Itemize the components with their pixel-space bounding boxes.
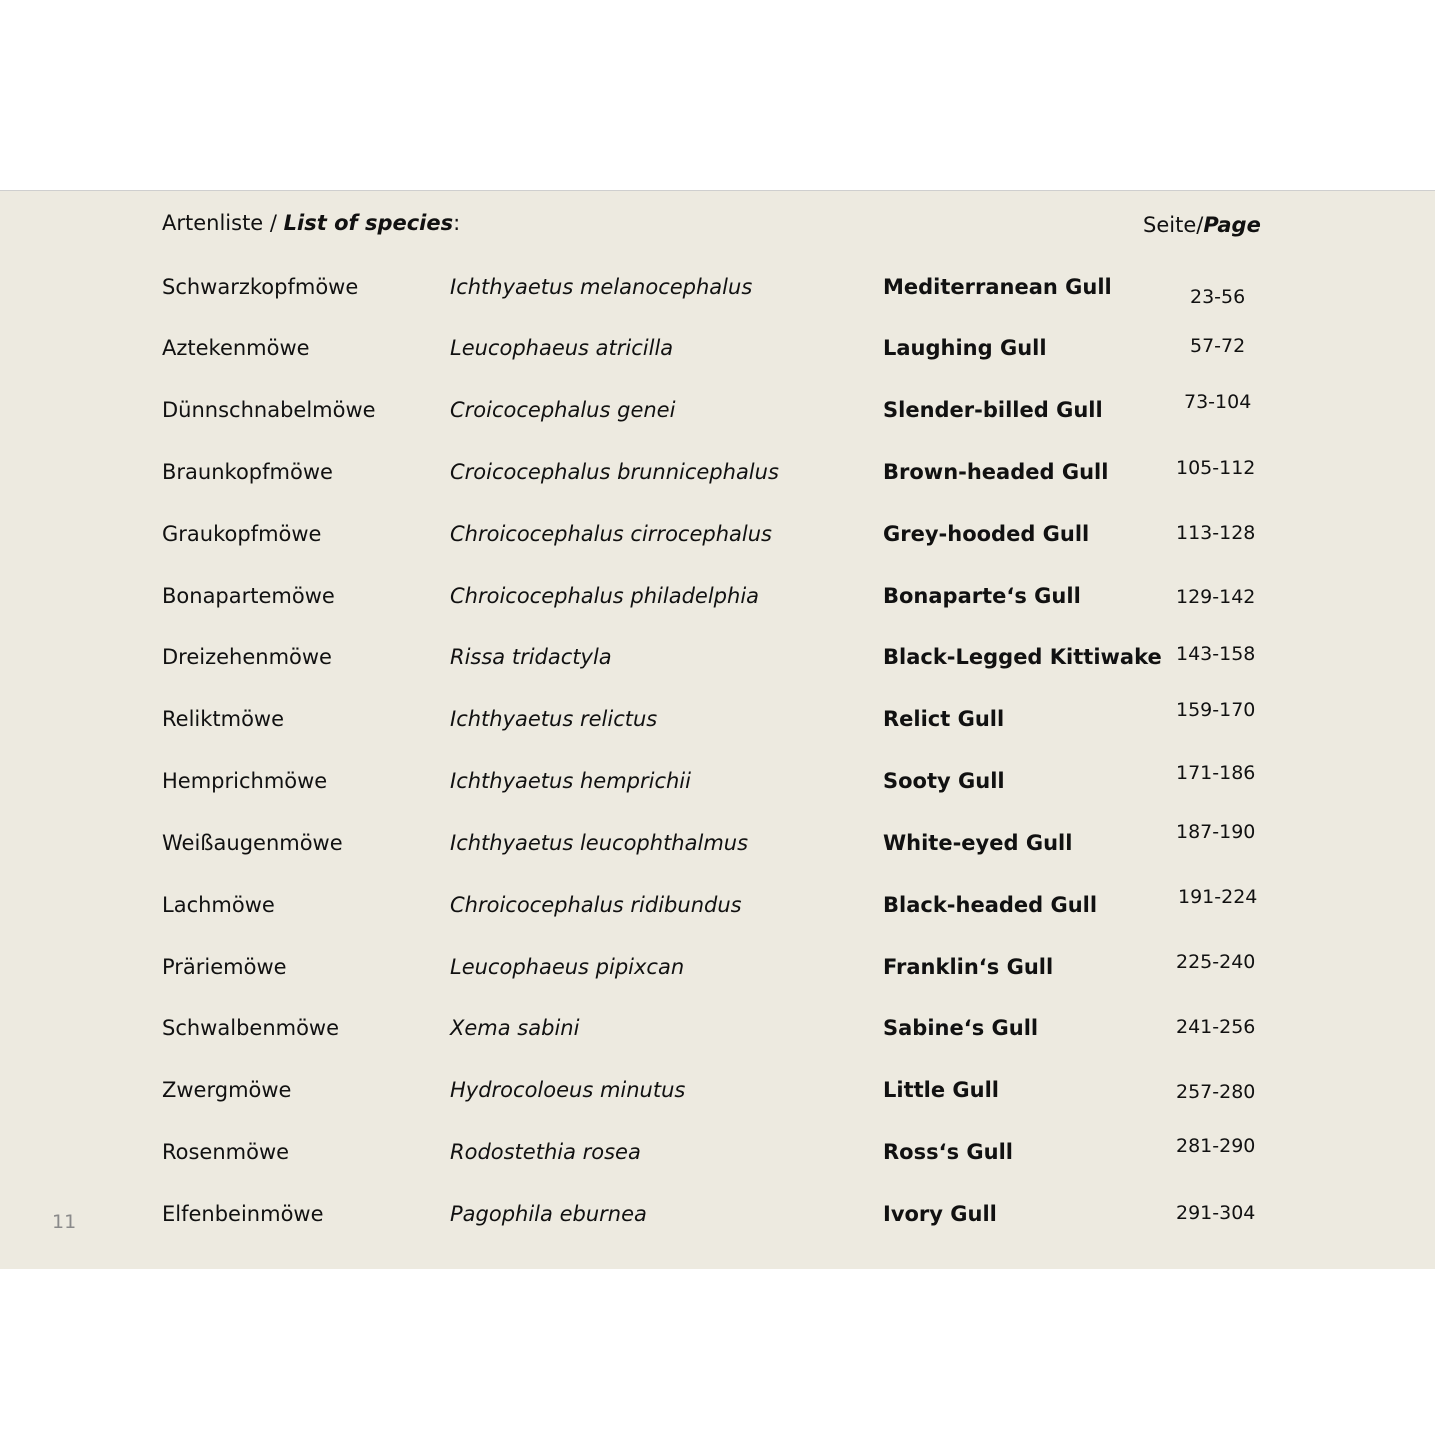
german-name: Reliktmöwe <box>162 707 285 731</box>
species-row <box>0 645 1435 685</box>
page-range: 143-158 <box>1176 643 1256 665</box>
german-name: Dünnschnabelmöwe <box>162 398 376 422</box>
species-row <box>0 886 1435 933</box>
heading-german: Artenliste / <box>162 211 284 235</box>
list-heading <box>162 211 460 235</box>
german-name: Schwarzkopfmöwe <box>162 275 359 299</box>
scientific-name: Hydrocoloeus minutus <box>450 1078 686 1102</box>
page-header-german: Seite/ <box>1143 213 1204 237</box>
german-name: Präriemöwe <box>162 955 287 979</box>
species-row <box>0 1202 1435 1242</box>
species-row <box>0 336 1435 376</box>
english-name: Grey-hooded Gull <box>883 522 1090 546</box>
scientific-name: Leucophaeus pipixcan <box>450 955 685 979</box>
species-row <box>0 699 1435 747</box>
page-column-header <box>1143 213 1261 237</box>
german-name: Aztekenmöwe <box>162 336 310 360</box>
german-name: Schwalbenmöwe <box>162 1016 340 1040</box>
scientific-name: Chroicocephalus cirrocephalus <box>450 522 772 546</box>
english-name: Black-headed Gull <box>883 893 1098 917</box>
page-range: 187-190 <box>1176 821 1256 843</box>
page-range: 57-72 <box>1190 335 1246 357</box>
english-name: White-eyed Gull <box>883 831 1073 855</box>
german-name: Weißaugenmöwe <box>162 831 343 855</box>
english-name: Franklin‘s Gull <box>883 955 1054 979</box>
page-range: 113-128 <box>1176 522 1256 544</box>
english-name: Mediterranean Gull <box>883 275 1112 299</box>
scientific-name: Rodostethia rosea <box>450 1140 641 1164</box>
scientific-name: Ichthyaetus hemprichii <box>450 769 691 793</box>
species-row <box>0 275 1435 315</box>
scientific-name: Pagophila eburnea <box>450 1202 647 1226</box>
scientific-name: Croicocephalus genei <box>450 398 676 422</box>
german-name: Zwergmöwe <box>162 1078 292 1102</box>
english-name: Sabine‘s Gull <box>883 1016 1039 1040</box>
species-row <box>0 762 1435 809</box>
scientific-name: Xema sabini <box>450 1016 580 1040</box>
english-name: Laughing Gull <box>883 336 1047 360</box>
scientific-name: Rissa tridactyla <box>450 645 612 669</box>
page-range: 73-104 <box>1184 391 1252 413</box>
english-name: Black-Legged Kittiwake <box>883 645 1162 669</box>
english-name: Sooty Gull <box>883 769 1005 793</box>
species-row <box>0 951 1435 995</box>
page-range: 241-256 <box>1176 1016 1256 1038</box>
page-range: 281-290 <box>1176 1135 1256 1157</box>
german-name: Rosenmöwe <box>162 1140 290 1164</box>
scientific-name: Ichthyaetus leucophthalmus <box>450 831 749 855</box>
page-range: 159-170 <box>1176 699 1256 721</box>
english-name: Ivory Gull <box>883 1202 997 1226</box>
english-name: Bonaparte‘s Gull <box>883 584 1081 608</box>
german-name: Graukopfmöwe <box>162 522 322 546</box>
species-row <box>0 1078 1435 1118</box>
scientific-name: Ichthyaetus relictus <box>450 707 658 731</box>
page-range: 23-56 <box>1190 286 1246 308</box>
species-row <box>0 1016 1435 1056</box>
english-name: Little Gull <box>883 1078 999 1102</box>
german-name: Hemprichmöwe <box>162 769 328 793</box>
heading-suffix: : <box>453 211 461 235</box>
page-range: 225-240 <box>1176 951 1256 973</box>
page-header-english: Page <box>1203 213 1261 237</box>
species-row <box>0 522 1435 562</box>
page-range: 105-112 <box>1176 457 1256 479</box>
german-name: Lachmöwe <box>162 893 275 917</box>
species-row <box>0 457 1435 500</box>
page-range: 257-280 <box>1176 1081 1256 1103</box>
species-row <box>0 1135 1435 1180</box>
heading-english: List of species <box>283 211 454 235</box>
species-row <box>0 821 1435 871</box>
german-name: Elfenbeinmöwe <box>162 1202 324 1226</box>
page-range: 291-304 <box>1176 1202 1256 1224</box>
german-name: Bonapartemöwe <box>162 584 335 608</box>
species-row <box>0 391 1435 438</box>
page-range: 191-224 <box>1178 886 1258 908</box>
german-name: Dreizehenmöwe <box>162 645 332 669</box>
english-name: Brown-headed Gull <box>883 460 1109 484</box>
german-name: Braunkopfmöwe <box>162 460 333 484</box>
scientific-name: Croicocephalus brunnicephalus <box>450 460 779 484</box>
english-name: Relict Gull <box>883 707 1005 731</box>
scientific-name: Chroicocephalus philadelphia <box>450 584 760 608</box>
page-range: 129-142 <box>1176 586 1256 608</box>
page-number: 11 <box>52 1211 77 1233</box>
scientific-name: Ichthyaetus melanocephalus <box>450 275 753 299</box>
species-row <box>0 584 1435 624</box>
english-name: Slender-billed Gull <box>883 398 1103 422</box>
english-name: Ross‘s Gull <box>883 1140 1013 1164</box>
scientific-name: Leucophaeus atricilla <box>450 336 674 360</box>
page-range: 171-186 <box>1176 762 1256 784</box>
scientific-name: Chroicocephalus ridibundus <box>450 893 742 917</box>
